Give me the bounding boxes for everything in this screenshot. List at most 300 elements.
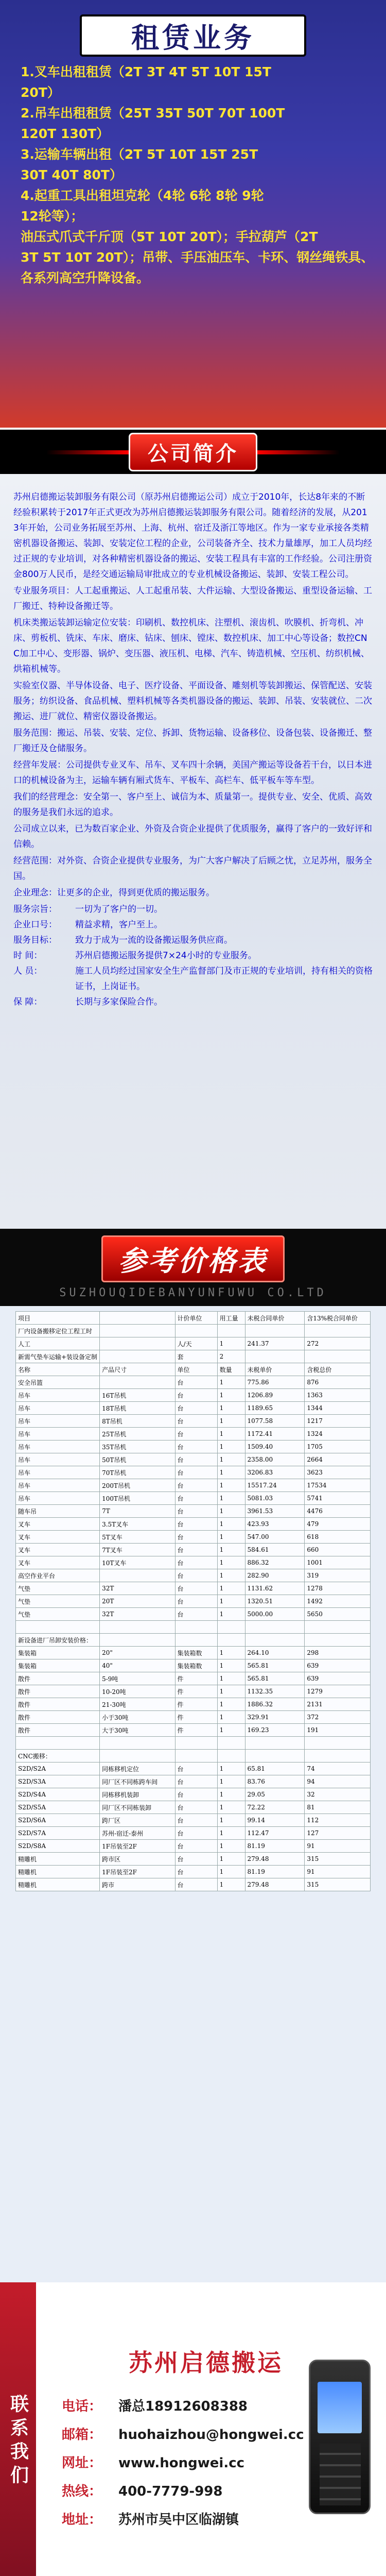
table-cell: 台	[175, 1840, 217, 1853]
table-cell: 2131	[305, 1698, 371, 1711]
table-cell: 5000.00	[245, 1608, 305, 1621]
table-cell: 112	[305, 1814, 371, 1827]
email-label: 邮箱：	[62, 2427, 102, 2443]
table-row	[16, 1595, 371, 1608]
table-cell: 台	[175, 1492, 217, 1505]
table-cell: 8T吊机	[100, 1415, 175, 1428]
table-cell: 散件	[16, 1724, 100, 1737]
table-cell: 1	[217, 1840, 245, 1853]
intro-paragraph: 我们的经营理念：安全第一、客户至上、诚信为本、质量第一。提供专业、安全、优质、高效的服务是我们永远的追求。	[13, 792, 372, 818]
kv-value: 施工人员均经过国家安全生产监督部门及市正规的专业培训，持有相关的资格证书，上岗证书。	[75, 966, 373, 992]
table-row	[16, 1466, 371, 1479]
table-cell: 单位	[175, 1363, 217, 1376]
kv-key: 人 员：	[13, 966, 43, 976]
table-cell: 1	[217, 1724, 245, 1737]
table-cell: 台	[175, 1440, 217, 1453]
table-row	[16, 1711, 371, 1724]
table-cell: 565.81	[245, 1659, 305, 1672]
table-cell: 1132.35	[245, 1685, 305, 1698]
table-cell: 282.90	[245, 1569, 305, 1582]
table-cell: 565.81	[245, 1672, 305, 1685]
table-cell	[305, 1350, 371, 1363]
intro-paragraph: 经营范围：对外资、合资企业提供专业服务，为广大客户解决了后顾之忧，立足苏州，服务全国。	[13, 856, 372, 882]
table-cell: 台	[175, 1505, 217, 1518]
table-cell: 件	[175, 1672, 217, 1685]
table-cell: 1	[217, 1866, 245, 1878]
table-row	[16, 1389, 371, 1402]
table-cell: 20T	[100, 1595, 175, 1608]
table-row	[16, 1608, 371, 1621]
table-cell: 886.32	[245, 1556, 305, 1569]
table-cell: 1	[217, 1337, 245, 1350]
table-row	[16, 1621, 371, 1634]
table-cell: 298	[305, 1647, 371, 1659]
table-cell	[217, 1634, 245, 1647]
table-row	[16, 1878, 371, 1891]
table-row	[16, 1505, 371, 1518]
table-cell: 台	[175, 1518, 217, 1531]
table-cell: 吊车	[16, 1428, 100, 1440]
table-cell: 台	[175, 1762, 217, 1775]
table-cell: 同厂区不同栋装卸	[100, 1801, 175, 1814]
table-cell: 台	[175, 1775, 217, 1788]
table-cell: 1	[217, 1827, 245, 1840]
table-cell: 423.93	[245, 1518, 305, 1531]
table-cell: 479	[305, 1518, 371, 1531]
table-cell: S2D/S7A	[16, 1827, 100, 1840]
kv-row	[13, 917, 373, 933]
table-cell: 新设备进厂吊卸安装价格：	[16, 1634, 100, 1647]
table-cell: 1	[217, 1428, 245, 1440]
rental-line: 1.叉车出租租赁（2T 3T 4T 5T 10T 15T	[21, 64, 271, 79]
table-cell	[100, 1621, 175, 1634]
table-cell: 数量	[217, 1363, 245, 1376]
table-cell: 气垫	[16, 1608, 100, 1621]
table-cell: 吊车	[16, 1453, 100, 1466]
phone-screen	[318, 2382, 362, 2433]
table-row	[16, 1350, 371, 1363]
kv-key: 保 障：	[13, 997, 43, 1007]
table-cell: 1	[217, 1440, 245, 1453]
table-cell: 1206.89	[245, 1389, 305, 1402]
table-cell: 127	[305, 1827, 371, 1840]
table-cell: 人工	[16, 1337, 100, 1350]
intro-paragraph: 公司成立以来，已为数百家企业、外资及合资企业提供了优质服务，赢得了客户的一致好评和信赖。	[13, 824, 372, 850]
table-cell: 1320.51	[245, 1595, 305, 1608]
rental-line: 2.吊车出租租赁（25T 35T 50T 70T 100T	[21, 106, 285, 121]
table-row	[16, 1544, 371, 1556]
table-cell: S2D/S4A	[16, 1788, 100, 1801]
table-cell: 65.81	[245, 1762, 305, 1775]
table-cell: 台	[175, 1544, 217, 1556]
table-cell: 台	[175, 1801, 217, 1814]
table-cell: 547.00	[245, 1531, 305, 1544]
table-cell: 1	[217, 1544, 245, 1556]
table-cell	[100, 1376, 175, 1389]
table-cell	[16, 1737, 100, 1750]
rental-line: 4.起重工具出租坦克轮（4轮 6轮 8轮 9轮	[21, 188, 264, 203]
table-cell: 272	[305, 1337, 371, 1350]
table-cell: 10-20吨	[100, 1685, 175, 1698]
table-row	[16, 1518, 371, 1531]
table-row	[16, 1672, 371, 1685]
table-cell	[175, 1621, 217, 1634]
table-cell: 81.19	[245, 1866, 305, 1878]
table-cell: 叉车	[16, 1544, 100, 1556]
table-cell: 台	[175, 1428, 217, 1440]
price-table-subtitle: SUZHOUQIDEBANYUNFUWU CO.LTD	[59, 1286, 327, 1299]
table-cell: 1	[217, 1518, 245, 1531]
table-cell: 1509.40	[245, 1440, 305, 1453]
website-label: 网址：	[62, 2455, 102, 2471]
table-cell: 279.48	[245, 1853, 305, 1866]
table-cell	[100, 1737, 175, 1750]
price-table-wrap	[0, 1306, 386, 2282]
table-cell: 精雕机	[16, 1878, 100, 1891]
table-cell	[217, 1750, 245, 1762]
table-cell: 1	[217, 1711, 245, 1724]
table-row	[16, 1337, 371, 1350]
table-cell: 5741	[305, 1492, 371, 1505]
table-cell: 1	[217, 1531, 245, 1544]
table-cell	[305, 1737, 371, 1750]
table-cell: 1	[217, 1582, 245, 1595]
table-cell: 876	[305, 1376, 371, 1389]
table-row	[16, 1440, 371, 1453]
table-cell: 跨厂区	[100, 1814, 175, 1827]
contact-section	[0, 2282, 386, 2576]
kv-key: 企业口号：	[13, 920, 57, 930]
table-cell: 台	[175, 1556, 217, 1569]
table-cell: 名称	[16, 1363, 100, 1376]
table-cell: 同栋移机装卸	[100, 1788, 175, 1801]
table-row	[16, 1866, 371, 1878]
table-cell: 散件	[16, 1698, 100, 1711]
table-cell: S2D/S8A	[16, 1840, 100, 1853]
table-cell: 1	[217, 1698, 245, 1711]
table-cell: 台	[175, 1479, 217, 1492]
table-cell	[305, 1634, 371, 1647]
kv-row	[13, 994, 373, 1010]
table-cell: 吊车	[16, 1440, 100, 1453]
table-cell: 1886.32	[245, 1698, 305, 1711]
table-cell: 吊车	[16, 1415, 100, 1428]
table-cell: 吊车	[16, 1389, 100, 1402]
table-cell: 1324	[305, 1428, 371, 1440]
table-row	[16, 1415, 371, 1428]
table-cell: 1	[217, 1801, 245, 1814]
table-cell: 5-9吨	[100, 1672, 175, 1685]
table-cell: 1	[217, 1788, 245, 1801]
table-cell: 用工量	[217, 1312, 245, 1325]
table-cell: 1	[217, 1814, 245, 1827]
table-cell: 200T吊机	[100, 1479, 175, 1492]
table-row	[16, 1853, 371, 1866]
table-cell: 72.22	[245, 1801, 305, 1814]
table-cell: 1	[217, 1556, 245, 1569]
table-cell: 精雕机	[16, 1866, 100, 1878]
table-cell: 台	[175, 1853, 217, 1866]
contact-row-web	[62, 2452, 244, 2471]
table-row	[16, 1775, 371, 1788]
kv-key: 服务宗旨：	[13, 904, 57, 914]
table-cell: 2358.00	[245, 1453, 305, 1466]
table-cell: 660	[305, 1544, 371, 1556]
table-cell: 小于30吨	[100, 1711, 175, 1724]
table-row	[16, 1737, 371, 1750]
table-cell: 584.61	[245, 1544, 305, 1556]
table-cell: 跨市	[100, 1878, 175, 1891]
table-cell: 1	[217, 1492, 245, 1505]
intro-paragraph: 实验室仪器、半导体设备、电子、医疗设备、平面设备、雕刻机等装卸搬运、保管配送、安装服务；纺织设备、食品机械、塑料机械等各类机器设备的搬运、装卸、吊装、安装就位、二次搬运、进厂就位、精密仪器设备搬运。	[13, 681, 372, 722]
contact-brand: 苏州启德搬运	[129, 2349, 283, 2377]
table-cell: 1	[217, 1647, 245, 1659]
table-cell: 3961.53	[245, 1505, 305, 1518]
address-value: 苏州市吴中区临湖镇	[118, 2512, 239, 2528]
table-cell	[217, 1621, 245, 1634]
table-cell: 吊车	[16, 1466, 100, 1479]
kv-value: 致力于成为一流的设备搬运服务供应商。	[75, 935, 233, 945]
table-cell: 1001	[305, 1556, 371, 1569]
kv-row	[13, 902, 373, 917]
table-cell: 1131.62	[245, 1582, 305, 1595]
table-cell	[245, 1737, 305, 1750]
table-cell: 639	[305, 1672, 371, 1685]
table-cell: 台	[175, 1595, 217, 1608]
table-cell: 台	[175, 1569, 217, 1582]
contact-row-phone	[62, 2396, 248, 2415]
table-cell: 21-30吨	[100, 1698, 175, 1711]
rental-lines	[21, 62, 374, 289]
table-cell: 70T吊机	[100, 1466, 175, 1479]
table-cell: 人/天	[175, 1337, 217, 1350]
company-intro-title: 公司简介	[129, 433, 257, 471]
table-cell: 1	[217, 1608, 245, 1621]
table-cell: 散件	[16, 1672, 100, 1685]
table-row	[16, 1698, 371, 1711]
table-cell: 5650	[305, 1608, 371, 1621]
email-value[interactable]: huohaizhou@hongwei.cc	[118, 2427, 304, 2443]
table-cell: 7T叉车	[100, 1544, 175, 1556]
table-header-row	[16, 1312, 371, 1325]
table-cell: 3206.83	[245, 1466, 305, 1479]
table-cell: 吊车	[16, 1492, 100, 1505]
table-cell: 台	[175, 1608, 217, 1621]
table-cell: 81.19	[245, 1840, 305, 1853]
table-cell: 台	[175, 1402, 217, 1415]
table-cell: 1705	[305, 1440, 371, 1453]
table-cell: 叉车	[16, 1556, 100, 1569]
table-cell	[100, 1634, 175, 1647]
table-cell: 新需气垫车运输+装设备定制	[16, 1350, 100, 1363]
table-cell: 91	[305, 1866, 371, 1878]
table-cell	[245, 1621, 305, 1634]
table-cell: S2D/S5A	[16, 1801, 100, 1814]
table-cell: 吊车	[16, 1402, 100, 1415]
table-cell: S2D/S2A	[16, 1762, 100, 1775]
rental-title: 租赁业务	[131, 21, 255, 54]
mobile-phone-icon	[309, 2360, 371, 2514]
table-cell	[100, 1337, 175, 1350]
table-cell: 20"	[100, 1647, 175, 1659]
rental-line: 3T 5T 10T 20T）；吊带、手压油压车、卡环、钢丝绳铁具、	[21, 250, 374, 265]
table-cell: 叉车	[16, 1531, 100, 1544]
table-cell: 315	[305, 1878, 371, 1891]
table-cell: 项目	[16, 1312, 100, 1325]
table-row	[16, 1492, 371, 1505]
contact-row-hotline	[62, 2481, 223, 2500]
table-cell: 1	[217, 1685, 245, 1698]
table-cell	[245, 1750, 305, 1762]
table-cell: 18T吊机	[100, 1402, 175, 1415]
table-cell: S2D/S3A	[16, 1775, 100, 1788]
table-cell: 32T	[100, 1608, 175, 1621]
table-cell: 2664	[305, 1453, 371, 1466]
intro-paragraph: 苏州启德搬运装卸服务有限公司（原苏州启德搬运公司）成立于2010年，长达8年来的不断经验积累转于2017年正式更改为苏州启德搬运装卸服务有限公司。随着经济的发展，从2013年开始，公司业务拓展至苏州、上海、杭州、宿迁及浙江等地区。作为一家专业承接各类精密机器设备搬运、装卸、安装定位工程的企业，公司装备齐全、技术力量雄厚，加工人员均经过正规的专业培训，对各种精密机器设备的搬运、安装工程具有丰富的工作经验。公司注册资金800万人民币，是经交通运输局审批成立的专业机械设备搬运、装卸、安装工程公司。	[13, 492, 372, 580]
table-cell: 1	[217, 1853, 245, 1866]
table-cell	[245, 1634, 305, 1647]
table-row	[16, 1788, 371, 1801]
table-cell: 25T吊机	[100, 1428, 175, 1440]
table-cell: 10T叉车	[100, 1556, 175, 1569]
table-row	[16, 1685, 371, 1698]
rental-line: 20T）	[21, 85, 60, 100]
table-cell: 未税单价	[245, 1363, 305, 1376]
price-table-title: 参考价格表	[101, 1235, 285, 1282]
table-cell: 1	[217, 1672, 245, 1685]
table-cell: 29.05	[245, 1788, 305, 1801]
table-cell	[245, 1350, 305, 1363]
table-row	[16, 1402, 371, 1415]
intro-paragraph: 经营年发展：公司提供专业叉车、吊车、叉车四十余辆，美国产搬运等设备若干台，以日本进口的机械设备为主，运输车辆有厢式货车、平板车、高栏车、低平板车等车型。	[13, 760, 372, 786]
table-cell: 台	[175, 1453, 217, 1466]
table-cell: 315	[305, 1853, 371, 1866]
table-cell	[245, 1325, 305, 1337]
table-row	[16, 1556, 371, 1569]
kv-key: 时 间：	[13, 951, 43, 961]
table-cell: 跨市区	[100, 1853, 175, 1866]
hotline-value[interactable]: 400-7779-998	[118, 2484, 223, 2499]
table-cell: 吊车	[16, 1479, 100, 1492]
table-cell: 大于30吨	[100, 1724, 175, 1737]
table-cell: 台	[175, 1814, 217, 1827]
banner-bar-right	[257, 450, 340, 454]
table-cell: 台	[175, 1878, 217, 1891]
table-cell: 1077.58	[245, 1415, 305, 1428]
rental-line: 30T 40T 80T）	[21, 167, 122, 182]
table-row	[16, 1801, 371, 1814]
table-cell: 372	[305, 1711, 371, 1724]
table-cell: 329.91	[245, 1711, 305, 1724]
table-cell: 5081.03	[245, 1492, 305, 1505]
table-cell: 1	[217, 1505, 245, 1518]
table-cell: 叉车	[16, 1518, 100, 1531]
contact-row-address	[62, 2509, 239, 2528]
table-cell	[100, 1569, 175, 1582]
table-cell: 1	[217, 1595, 245, 1608]
table-cell: 含税总价	[305, 1363, 371, 1376]
rental-line: 12轮等）；	[21, 209, 84, 224]
table-cell: 高空作业平台	[16, 1569, 100, 1582]
price-table	[15, 1311, 371, 1891]
table-row	[16, 1750, 371, 1762]
table-cell: 集装箱	[16, 1659, 100, 1672]
table-cell: 319	[305, 1569, 371, 1582]
table-cell	[217, 1737, 245, 1750]
kv-row	[13, 963, 373, 994]
table-row	[16, 1634, 371, 1647]
table-cell	[175, 1750, 217, 1762]
table-row	[16, 1531, 371, 1544]
table-row	[16, 1325, 371, 1337]
table-row	[16, 1582, 371, 1595]
table-cell: 5T叉车	[100, 1531, 175, 1544]
table-cell: 15517.24	[245, 1479, 305, 1492]
intro-paragraph: 专业服务项目：人工起重搬运、人工起重吊装、大件运输、大型设备搬运、重型设备运输、工厂搬迁、特种设备搬迁等。	[13, 586, 372, 612]
table-cell: 94	[305, 1775, 371, 1788]
website-value[interactable]: www.hongwei.cc	[118, 2455, 245, 2471]
table-cell: 1172.41	[245, 1428, 305, 1440]
table-cell: 16T吊机	[100, 1389, 175, 1402]
table-cell: 32	[305, 1788, 371, 1801]
table-cell: 1	[217, 1389, 245, 1402]
table-cell: 191	[305, 1724, 371, 1737]
table-cell: 1189.65	[245, 1402, 305, 1415]
table-cell: 件	[175, 1698, 217, 1711]
table-cell: 99.14	[245, 1814, 305, 1827]
table-cell: 2	[217, 1350, 245, 1363]
table-cell: 套	[175, 1350, 217, 1363]
table-cell: 35T吊机	[100, 1440, 175, 1453]
phone-value[interactable]: 潘总18912608388	[118, 2399, 248, 2414]
table-cell	[175, 1325, 217, 1337]
table-cell: 集装箱	[16, 1647, 100, 1659]
table-row	[16, 1569, 371, 1582]
rental-line: 油压式爪式千斤顶（5T 10T 20T）；手拉葫芦（2T	[21, 229, 318, 244]
table-cell: 4476	[305, 1505, 371, 1518]
table-cell: 74	[305, 1762, 371, 1775]
kv-value: 苏州启德搬运服务提供7×24小时的专业服务。	[75, 951, 257, 961]
kv-value: 精益求精，客户至上。	[75, 920, 163, 930]
company-intro-section	[0, 474, 386, 1229]
table-cell: 1	[217, 1659, 245, 1672]
table-row	[16, 1428, 371, 1440]
table-cell: 1	[217, 1878, 245, 1891]
table-cell: 同厂区不同栋跨车间	[100, 1775, 175, 1788]
kv-value: 长期与多家保险合作。	[75, 997, 163, 1007]
table-cell: 1363	[305, 1389, 371, 1402]
table-cell	[16, 1621, 100, 1634]
table-cell	[217, 1325, 245, 1337]
table-cell: 产品尺寸	[100, 1363, 175, 1376]
rental-line: 3.运输车辆出租（2T 5T 10T 15T 25T	[21, 147, 258, 162]
phone-keypad	[320, 2444, 361, 2505]
table-cell: 1	[217, 1762, 245, 1775]
table-cell: 618	[305, 1531, 371, 1544]
rental-title-box	[80, 14, 306, 57]
contact-side-label: 联系我们	[7, 2394, 29, 2489]
table-cell	[100, 1325, 175, 1337]
table-row	[16, 1724, 371, 1737]
table-cell: 1344	[305, 1402, 371, 1415]
table-row	[16, 1827, 371, 1840]
table-cell: 气垫	[16, 1582, 100, 1595]
table-cell: 台	[175, 1389, 217, 1402]
contact-row-email	[62, 2424, 304, 2443]
table-cell: 17534	[305, 1479, 371, 1492]
address-label: 地址：	[62, 2512, 102, 2528]
table-cell: S2D/S6A	[16, 1814, 100, 1827]
